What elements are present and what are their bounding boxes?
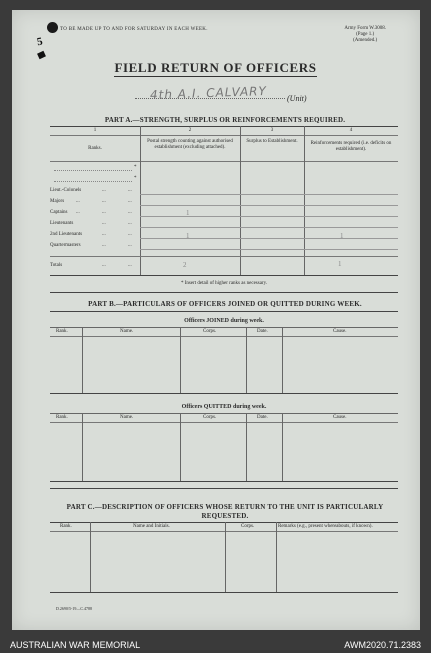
joined-header-top-rule — [50, 327, 398, 328]
quitted-vline-3 — [246, 413, 247, 481]
row-rule — [140, 194, 398, 195]
printer-mark: D.2690/5-19—C.4788 — [56, 606, 92, 611]
joined-vline-3 — [246, 327, 247, 393]
col-number-3: 3 — [270, 128, 274, 133]
handwritten-unit: 4th A.I. CALVARY — [149, 83, 268, 103]
joined-title: Officers JOINED during week. — [184, 318, 264, 324]
hw-reinf-totals: 1 — [338, 260, 342, 268]
rank-dots: ... — [76, 199, 80, 204]
row-rule — [140, 238, 398, 239]
row-rule — [140, 249, 398, 250]
rank-dots: ... — [102, 263, 106, 268]
asterisk-1: * — [134, 165, 137, 170]
army-form-label: Army Form W.3008. — [344, 26, 386, 31]
joined-bottom-rule — [50, 393, 398, 394]
rank-dots: ... — [128, 221, 132, 226]
margin-mark: 5 — [35, 35, 44, 49]
part-a-footnote: * Insert detail of higher ranks as necessary. — [180, 281, 268, 286]
totals-rule — [50, 256, 398, 257]
rank-dots: ... — [102, 188, 106, 193]
quitted-col-rank: Rank. — [56, 415, 68, 420]
punch-hole — [47, 22, 58, 33]
quitted-header-top-rule — [50, 413, 398, 414]
row-rule — [140, 216, 398, 217]
part-c-vline-1 — [90, 522, 91, 592]
rank-dots: ... — [102, 221, 106, 226]
quitted-col-corps: Corps. — [203, 415, 217, 420]
quitted-title: Officers QUITTED during week. — [181, 404, 267, 410]
joined-col-cause: Cause. — [333, 329, 347, 334]
part-b-heading: PART B.—PARTICULARS OF OFFICERS JOINED OR QUITTED DURING WEEK. — [88, 300, 362, 308]
joined-col-rank: Rank. — [56, 329, 68, 334]
part-a-vline-1 — [140, 126, 141, 276]
part-c-col-corps: Corps. — [241, 524, 255, 529]
part-a-heading: PART A.—STRENGTH, SURPLUS OR REINFORCEMENTS REQUIRED. — [104, 116, 346, 124]
part-c-col-remarks: Remarks (e.g., present whereabouts, if known). — [278, 524, 373, 529]
rank-blank-2 — [54, 181, 132, 182]
part-c-top-rule — [50, 522, 398, 523]
quitted-vline-4 — [282, 413, 283, 481]
part-c-col-rank: Rank. — [60, 524, 72, 529]
joined-col-date: Date. — [257, 329, 268, 334]
header-instruction: TO BE MADE UP TO AND FOR SATURDAY IN EACH WEEK. — [60, 27, 208, 32]
joined-vline-2 — [180, 327, 181, 393]
totals-label: Totals — [50, 263, 63, 268]
rank-majors: Majors — [50, 199, 65, 204]
page-title-text: FIELD RETURN OF OFFICERS — [114, 60, 317, 75]
rank-captains: Captains — [50, 210, 68, 215]
army-form-number — [344, 26, 386, 44]
rank-dots: ... — [128, 188, 132, 193]
joined-vline-4 — [282, 327, 283, 393]
asterisk-2: * — [134, 176, 137, 181]
quitted-col-cause: Cause. — [333, 415, 347, 420]
part-c-heading-line2: REQUESTED. — [201, 512, 249, 520]
hw-strength-2nd-lieutenants: 1 — [186, 232, 190, 240]
part-a-top-rule — [50, 126, 398, 127]
part-b-top-rule — [50, 311, 398, 312]
unit-line — [135, 98, 285, 99]
joined-vline-1 — [82, 327, 83, 393]
rank-dots: ... — [128, 210, 132, 215]
quitted-vline-2 — [180, 413, 181, 481]
rank-lieutenants: Lieutenants — [50, 221, 74, 226]
part-c-header-rule — [50, 531, 398, 532]
rank-dots: ... — [102, 210, 106, 215]
part-c-heading-line1: PART C.—DESCRIPTION OF OFFICERS WHOSE RETURN TO THE UNIT IS PARTICULARLY — [66, 503, 384, 511]
col-header-surplus: Surplus to Establishment. — [246, 139, 298, 144]
rank-dots: ... — [128, 199, 132, 204]
quitted-vline-1 — [82, 413, 83, 481]
joined-col-name: Name. — [120, 329, 134, 334]
footer-institution: AUSTRALIAN WAR MEMORIAL — [10, 640, 141, 650]
rank-lieut-colonels: Lieut.-Colonels — [50, 188, 82, 193]
rank-2nd-lieutenants: 2nd Lieutenants — [50, 232, 83, 237]
row-rule — [140, 227, 398, 228]
row-rule — [140, 205, 398, 206]
joined-header-rule — [50, 336, 398, 337]
rank-dots: ... — [76, 210, 80, 215]
rank-blank-1 — [54, 170, 132, 171]
hw-strength-totals: 2 — [183, 261, 187, 269]
col-header-reinforcements: Reinforcements required (i.e. deficits on establishment). — [310, 141, 392, 152]
hw-strength-captains: 1 — [186, 209, 190, 217]
rank-dots: ... — [128, 263, 132, 268]
part-a-vline-2 — [240, 126, 241, 276]
unit-label: (Unit) — [287, 94, 307, 103]
col-number-4: 4 — [349, 128, 353, 133]
joined-col-corps: Corps. — [203, 329, 217, 334]
col-header-rule — [50, 161, 398, 162]
col-number-rule — [50, 135, 398, 136]
part-a-vline-3 — [304, 126, 305, 276]
rank-dots: ... — [102, 243, 106, 248]
quitted-col-name: Name. — [120, 415, 134, 420]
rank-dots: ... — [128, 243, 132, 248]
rank-dots: ... — [128, 232, 132, 237]
col-number-2: 2 — [188, 128, 192, 133]
part-a-end-rule — [50, 292, 398, 293]
amended-label: (Amended.) — [353, 38, 378, 43]
quitted-header-rule — [50, 422, 398, 423]
part-b-end-rule — [50, 488, 398, 489]
part-a-bottom-rule — [50, 275, 398, 276]
quitted-col-date: Date. — [257, 415, 268, 420]
col-header-strength: Postal strength counting against authorised establishment (excluding attached). — [147, 139, 233, 150]
col-number-1: 1 — [93, 128, 97, 133]
part-c-vline-3 — [276, 522, 277, 592]
part-c-vline-2 — [225, 522, 226, 592]
hw-reinf-2nd-lieutenants: 1 — [340, 232, 344, 240]
part-c-col-name: Name and Initials. — [133, 524, 170, 529]
part-c-bottom-rule — [50, 592, 398, 593]
page-title — [0, 60, 431, 76]
footer-accession-number: AWM2020.71.2383 — [344, 640, 421, 650]
rank-dots: ... — [102, 199, 106, 204]
quitted-bottom-rule — [50, 481, 398, 482]
rank-dots: ... — [102, 232, 106, 237]
page-label: (Page 1.) — [356, 32, 375, 37]
col-header-ranks: Ranks. — [88, 146, 102, 151]
rank-quartermasters: Quartermasters — [50, 243, 81, 248]
